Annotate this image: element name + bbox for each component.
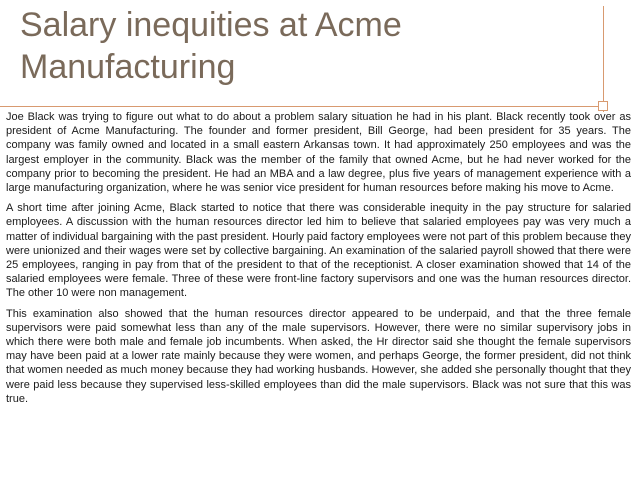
paragraph-1: Joe Black was trying to figure out what to do about a problem salary situation he had in his plant. Black recently took over as president of Acme Manufacturing. The founder and former president, Bill George, had been president for 35 years. The company was family owned and located in a small eastern Arkansas town. It had approximately 250 employees and was the largest employer in the community. Black was the member of the family that owned Acme, but he had never worked for the company prior to becoming the president. He had an MBA and a law degree, plus five years of management experience with a large manufacturing organization, where he was senior vice president for human resources before making his move to Acme. — [6, 111, 631, 195]
paragraph-2: A short time after joining Acme, Black started to notice that there was considerable inequity in the pay structure for salaried employees. A discussion with the human resources director led him to believe that salaried employees pay was very much a matter of individual bargaining with the past president. Hourly paid factory employees were not part of this problem because they were unionized and their wages were set by collective bargaining. An examination of the salaried payroll showed that there were 25 employees, ranging in pay from that of the president to that of the receptionist. A closer examination showed that 14 of the salaried employees were female. Three of these were front-line factory supervisors and one was the human resources director. The other 10 were non management. — [6, 202, 631, 300]
accent-rule-vertical — [603, 6, 604, 112]
paragraph-3: This examination also showed that the human resources director appeared to be underpaid, and that the three female supervisors were paid somewhat less than any of the male supervisors. However, there were no similar supervisory jobs in which there were both male and female job incumbents. When asked, the Hr director said she thought the female supervisors may have been paid at a lower rate mainly because they were women, and perhaps George, the former president, did not think that women needed as much money because they had working husbands. However, she added she personally thought that they were paid less because they supervised less-skilled employees than did the male supervisors. Black was not sure that this was true. — [6, 307, 631, 405]
accent-rule-horizontal — [0, 106, 605, 107]
slide-title: Salary inequities at Acme Manufacturing — [20, 6, 402, 86]
slide-body — [6, 110, 631, 406]
